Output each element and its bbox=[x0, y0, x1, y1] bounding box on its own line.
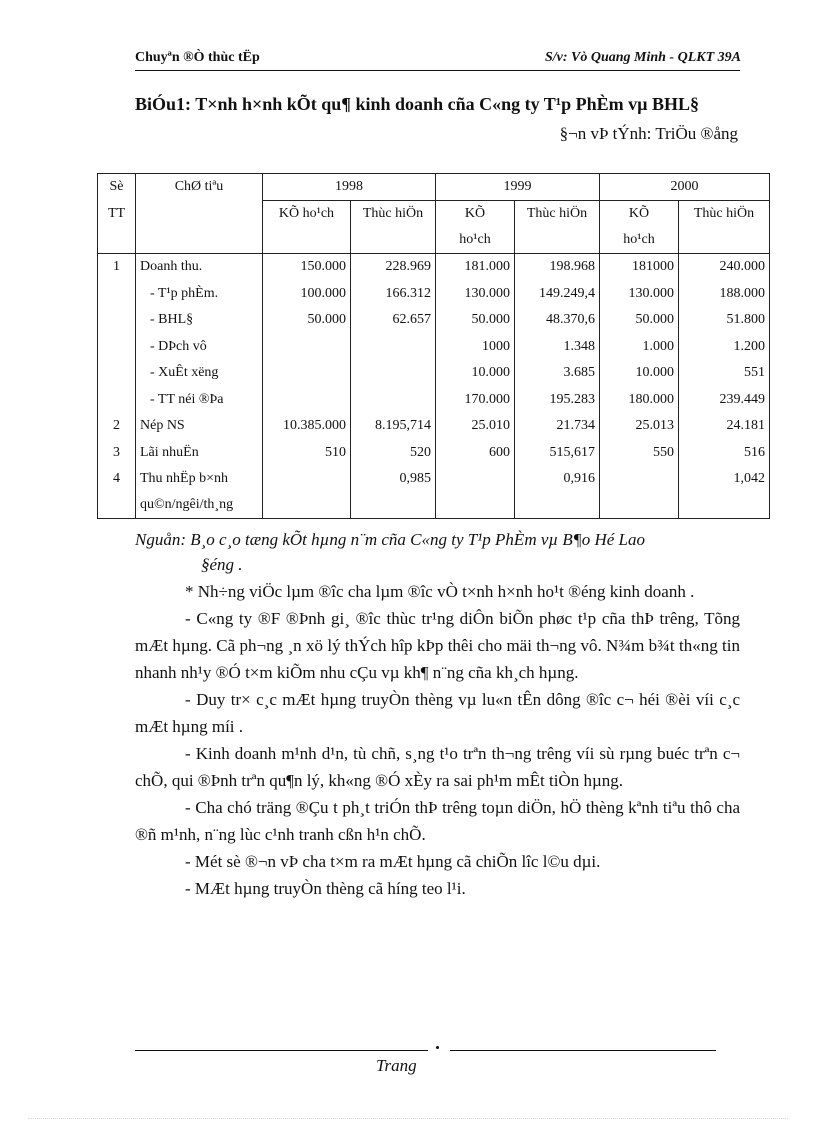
header-item: ChØ tiªu bbox=[136, 174, 263, 201]
row-value-cell: 50.000 bbox=[600, 307, 679, 334]
row-value-cell: 198.968 bbox=[515, 254, 600, 281]
row-value-cell: 1.348 bbox=[515, 334, 600, 361]
row-value-cell: 149.249,4 bbox=[515, 281, 600, 308]
row-value-cell: 228.969 bbox=[351, 254, 436, 281]
paragraph-7: - MÆt hµng truyÒn thèng cã híng teo l¹i. bbox=[185, 879, 466, 898]
row-value-cell: 10.385.000 bbox=[263, 413, 351, 440]
row-value-cell bbox=[263, 360, 351, 387]
row-value-cell: 48.370,6 bbox=[515, 307, 600, 334]
table-row bbox=[98, 360, 770, 387]
header-plan-1999: KÕ ho¹ch bbox=[436, 201, 515, 254]
row-value-cell: 25.010 bbox=[436, 413, 515, 440]
paragraph-6: - Mét sè ®¬n vÞ cha t×m ra mÆt hµng cã chiÕn lîc l©u dµi. bbox=[185, 852, 601, 871]
row-value-cell bbox=[263, 387, 351, 414]
row-value-cell: 130.000 bbox=[436, 281, 515, 308]
footer-rule-right bbox=[450, 1050, 716, 1051]
row-value-cell: 520 bbox=[351, 440, 436, 467]
paragraph-2: - C«ng ty ®F ®Þnh gi¸ ®îc thùc tr¹ng diÔn biÕn phøc t¹p cña thÞ trêng, Tõng mÆt hµng. Cã ph¬ng ¸n xö lý thÝch hîp kÞp thêi cho mäi th¬ng vô. N¾m b¾t th«ng tin nhanh nh¹y ®Ó t×m kiÕm nhu cÇu vµ kh¶ n¨ng cña kh¸ch hµng. bbox=[135, 609, 740, 682]
row-value-cell: 1.200 bbox=[679, 334, 770, 361]
row-value-cell: 551 bbox=[679, 360, 770, 387]
row-value-cell bbox=[436, 466, 515, 519]
header-stt: Sè bbox=[98, 174, 136, 201]
table-row bbox=[98, 307, 770, 334]
table-row bbox=[98, 387, 770, 414]
row-value-cell: 1.000 bbox=[600, 334, 679, 361]
row-value-cell: 62.657 bbox=[351, 307, 436, 334]
row-value-cell: 239.449 bbox=[679, 387, 770, 414]
row-item-label: Lãi nhuËn bbox=[136, 440, 263, 467]
row-item-label: Doanh thu. bbox=[136, 254, 263, 281]
row-item-label: Nép NS bbox=[136, 413, 263, 440]
row-value-cell: 21.734 bbox=[515, 413, 600, 440]
paragraph-1: * Nh÷ng viÖc lµm ®îc cha lµm ®îc vÒ t×nh h×nh ho¹t ®éng kinh doanh . bbox=[185, 582, 695, 601]
header-item-blank bbox=[136, 201, 263, 254]
row-value-cell: 150.000 bbox=[263, 254, 351, 281]
table-row bbox=[98, 466, 770, 519]
business-results-table bbox=[97, 173, 770, 519]
row-number: 3 bbox=[98, 440, 136, 467]
row-value-cell bbox=[263, 334, 351, 361]
table-title: BiÓu1: T×nh h×nh kÕt qu¶ kinh doanh cña C«ng ty T¹p PhÈm vµ BHL§ bbox=[135, 94, 700, 114]
paragraph-3: - Duy tr× c¸c mÆt hµng truyÒn thèng vµ lu«n tÊn dông ®îc c¬ héi ®èi víi c¸c mÆt hµng míi . bbox=[135, 690, 740, 736]
row-value-cell: 8.195,714 bbox=[351, 413, 436, 440]
source-line-2: §éng . bbox=[201, 555, 243, 574]
row-value-cell bbox=[263, 466, 351, 519]
paragraph-4: - Kinh doanh m¹nh d¹n, tù chñ, s¸ng t¹o trªn th¬ng trêng víi sù rµng buéc trªn c¬ chÕ, qui ®Þnh trªn qu¶n lý, kh«ng ®Ó xÈy ra sai ph¹m mÊt tiÒn hµng. bbox=[135, 744, 740, 790]
row-value-cell bbox=[351, 387, 436, 414]
row-number bbox=[98, 307, 136, 334]
header-left-text: Chuyªn ®Ò thùc tËp bbox=[135, 50, 260, 65]
row-value-cell: 0,985 bbox=[351, 466, 436, 519]
row-value-cell bbox=[351, 334, 436, 361]
row-item-label: - T¹p phÈm. bbox=[136, 281, 263, 308]
body-text bbox=[135, 578, 740, 902]
row-value-cell: 600 bbox=[436, 440, 515, 467]
row-value-cell: 100.000 bbox=[263, 281, 351, 308]
row-value-cell: 3.685 bbox=[515, 360, 600, 387]
row-value-cell: 50.000 bbox=[436, 307, 515, 334]
footer-dot bbox=[436, 1046, 439, 1049]
row-number bbox=[98, 334, 136, 361]
header-year-1999: 1999 bbox=[436, 174, 600, 201]
table-row bbox=[98, 440, 770, 467]
row-value-cell: 25.013 bbox=[600, 413, 679, 440]
row-value-cell: 51.800 bbox=[679, 307, 770, 334]
source-line-1: Nguån: B¸o c¸o tæng kÕt hµng n¨m cña C«ng ty T¹p PhÈm vµ B¶o Hé Lao bbox=[135, 530, 645, 549]
row-value-cell: 188.000 bbox=[679, 281, 770, 308]
table-row bbox=[98, 254, 770, 281]
row-number bbox=[98, 360, 136, 387]
row-value-cell: 181000 bbox=[600, 254, 679, 281]
page-edge bbox=[28, 1118, 788, 1119]
row-number: 1 bbox=[98, 254, 136, 281]
row-value-cell: 515,617 bbox=[515, 440, 600, 467]
table-subheader-row bbox=[98, 201, 770, 254]
header-plan-2000: KÕ ho¹ch bbox=[600, 201, 679, 254]
footer-rule-left bbox=[135, 1050, 428, 1051]
header-plan-1998: KÕ ho¹ch bbox=[263, 201, 351, 254]
header-year-1998: 1998 bbox=[263, 174, 436, 201]
row-item-label: - XuÊt xëng bbox=[136, 360, 263, 387]
row-item-label: Thu nhËp b×nh qu©n/ngêi/th¸ng bbox=[136, 466, 263, 519]
row-value-cell: 510 bbox=[263, 440, 351, 467]
row-item-label: - DÞch vô bbox=[136, 334, 263, 361]
row-value-cell: 0,916 bbox=[515, 466, 600, 519]
header-right-text: S/v: Vò Quang Minh - QLKT 39A bbox=[544, 50, 741, 65]
table-row bbox=[98, 413, 770, 440]
row-value-cell bbox=[351, 360, 436, 387]
header-actual-1999: Thùc hiÖn bbox=[515, 201, 600, 254]
row-value-cell: 50.000 bbox=[263, 307, 351, 334]
unit-label: §¬n vÞ tÝnh: TriÖu ®ång bbox=[559, 124, 738, 143]
row-value-cell: 181.000 bbox=[436, 254, 515, 281]
row-number bbox=[98, 281, 136, 308]
row-value-cell: 516 bbox=[679, 440, 770, 467]
row-value-cell: 10.000 bbox=[600, 360, 679, 387]
header-actual-1998: Thùc hiÖn bbox=[351, 201, 436, 254]
paragraph-5: - Cha chó träng ®Çu t ph¸t triÓn thÞ trêng toµn diÖn, hÖ thèng kªnh tiªu thô cha ®ñ m¹nh, n¨ng lùc c¹nh tranh cßn h¹n chÕ. bbox=[135, 798, 740, 844]
row-value-cell: 1,042 bbox=[679, 466, 770, 519]
table-row bbox=[98, 334, 770, 361]
header-actual-2000: Thùc hiÖn bbox=[679, 201, 770, 254]
row-value-cell: 1000 bbox=[436, 334, 515, 361]
row-number: 2 bbox=[98, 413, 136, 440]
row-value-cell: 240.000 bbox=[679, 254, 770, 281]
header-year-2000: 2000 bbox=[600, 174, 770, 201]
header-rule bbox=[135, 70, 740, 71]
row-value-cell: 130.000 bbox=[600, 281, 679, 308]
row-number bbox=[98, 387, 136, 414]
row-value-cell: 180.000 bbox=[600, 387, 679, 414]
table-header-row bbox=[98, 174, 770, 201]
row-value-cell: 170.000 bbox=[436, 387, 515, 414]
row-value-cell: 166.312 bbox=[351, 281, 436, 308]
row-value-cell: 550 bbox=[600, 440, 679, 467]
row-number: 4 bbox=[98, 466, 136, 519]
row-value-cell: 195.283 bbox=[515, 387, 600, 414]
row-value-cell bbox=[600, 466, 679, 519]
header-stt-2: TT bbox=[98, 201, 136, 254]
table-row bbox=[98, 281, 770, 308]
row-item-label: - TT néi ®Þa bbox=[136, 387, 263, 414]
source-note bbox=[135, 527, 740, 577]
row-item-label: - BHL§ bbox=[136, 307, 263, 334]
row-value-cell: 24.181 bbox=[679, 413, 770, 440]
row-value-cell: 10.000 bbox=[436, 360, 515, 387]
footer-page-label: Trang bbox=[376, 1056, 417, 1075]
